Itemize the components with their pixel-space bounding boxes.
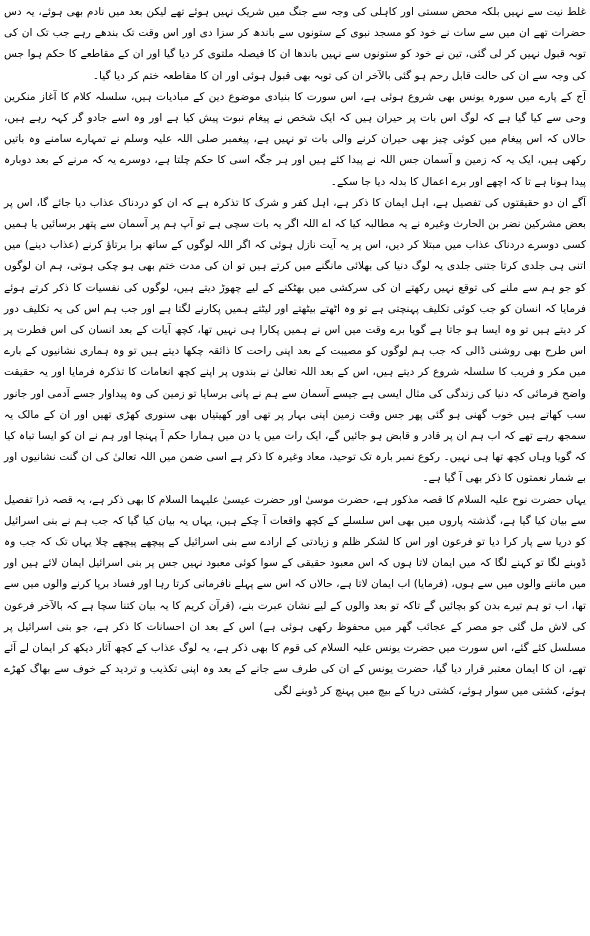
paragraph-4: یہاں حضرت نوح علیہ السلام کا قصہ مذکور ہے، حضرت موسیٰ اور حضرت عیسیٰ علیہما السلام کا بھی ذکر ہے، یہ قصہ ذرا تفصیل سے بیان کیا گیا ہے، گذشتہ پاروں میں بھی اس سلسلے کے کچھ واقعات آ چکے ہیں، یہاں یہ بیان کیا گیا کہ جب ہم نے بنی اسرائیل کو دریا سے پار کرا دیا تو فرعون اور اس کا لشکر ظلم و زیادتی کے ارادے سے بنی اسرائیل کے پیچھے پیچھے چلا یہاں تک کہ جب وہ ڈوبنے لگا تو کہنے لگا کہ میں ایمان لاتا ہوں کہ اس معبود حقیقی کے سوا کوئی معبود نہیں جس پر بنی اسرائیل ایمان لائے ہیں اور میں ماننے والوں میں سے ہوں، (فرمایا) اب ایمان لاتا ہے، حالاں کہ اس سے پہلے نافرمانی کرتا رہا اور فساد برپا کرنے والوں میں سے تھا، اب تو ہم تیرے بدن کو بچائیں گے تاکہ تو بعد والوں کے لیے نشان عبرت بنے، (قرآن کریم کا یہ بیان کتنا سچا ہے کہ بالآخر فرعون کی لاش مل گئی جو مصر کے عجائب گھر میں محفوظ رکھی ہوئی ہے) اس کے بعد ان احسانات کا ذکر ہے، جو بنی اسرائیل پر مسلسل کئے گئے، اس سورت میں حضرت یونس علیہ السلام کی قوم کا بھی ذکر ہے، یہ لوگ عذاب کے کچھ آثار دیکھ کر ایمان لے آئے تھے، ان کا ایمان معتبر قرار دیا گیا، حضرت یونس کے ان کی طرف سے جانے کے بعد وہ اپنی تکذیب و تردید کے خوف سے بھاگ کھڑے ہوئے، کشتی میں سوار ہوئے، کشتی دریا کے بیچ میں پہنچ کر ڈوبنے لگی: [4, 493, 586, 697]
paragraph-3: آگے ان دو حقیقتوں کی تفصیل ہے، اہل ایمان کا ذکر ہے، اہل کفر و شرک کا تذکرہ ہے کہ ان کو دردناک عذاب دیا جائے گا، اس پر بعض مشرکین نضر بن الحارث وغیرہ نے یہ مطالبہ کیا کہ اے اللہ اگر یہ بات سچی ہے تو آپ ہم پر آسمان سے پتھر برسائیں یا ہمیں کسی دوسرے دردناک عذاب میں مبتلا کر دیں، اس پر یہ آیت نازل ہوئی کہ اگر اللہ لوگوں کے ساتھ برا برتاؤ کرنے (عذاب دینے) میں اتنی ہی جلدی کرتا جتنی جلدی یہ لوگ دنیا کی بھلائی مانگنے میں کرتے ہیں تو ان کی مدت ختم بھی ہو چکی ہوتی، ہم ان لوگوں کو جو ہم سے ملنے کی توقع نہیں رکھتے ان کی سرکشی میں بھٹکنے کے لیے چھوڑ دیتے ہیں، لوگوں کی نفسیات کا ذکر کرتے ہوئے فرمایا کہ انسان کو جب کوئی تکلیف پہنچتی ہے تو وہ اٹھتے بیٹھتے اور لیٹتے ہمیں پکارنے لگتا ہے اور جب ہم اس کی یہ تکلیف دور کر دیتے ہیں تو وہ ایسا ہو جاتا ہے گویا برے وقت میں اس نے ہمیں پکارا ہی نہیں تھا، کچھ آیات کے بعد انسان کی اس فطرت پر اس طرح بھی روشنی ڈالی کہ جب ہم لوگوں کو مصیبت کے بعد اپنی راحت کا ذائقہ چکھا دیتے ہیں تو وہ ہماری نشانیوں کے بارے میں مکر و فریب کا سلسلہ شروع کر دیتے ہیں، اس کے بعد اللہ تعالیٰ نے بندوں پر اپنے کچھ انعامات کا تذکرہ فرمایا اور یہ حقیقت واضح فرمائی کہ دنیا کی زندگی کی مثال ایسی ہے جیسے آسمان سے ہم نے پانی برسایا تو زمین کی وہ پیداوار جسے آدمی اور جانور سب کھاتے ہیں خوب گھنی ہو گئی پھر جس وقت زمین اپنی بہار پر تھی اور کھیتیاں بھی سنوری کھڑی تھیں اور ان کے مالک یہ سمجھ رہے تھے کہ اب ہم ان پر قادر و قابض ہو جائیں گے، ایک رات میں یا دن میں ہمارا حکم آ پہنچا اور ہم نے ان کو ایسا تباہ کیا کہ گویا وہاں کچھ تھا ہی نہیں۔ رکوع نمبر بارہ تک توحید، معاد وغیرہ کا ذکر ہے اسی ضمن میں اللہ تعالیٰ کی ان گنت نشانیوں اور بے شمار نعمتوں کا ذکر بھی آ گیا ہے۔: [4, 196, 586, 485]
paragraph-2: آج کے پارے میں سورہ یونس بھی شروع ہوئی ہے، اس سورت کا بنیادی موضوع دین کے مبادیات ہیں، سلسلہ کلام کا آغاز منکرین وحی سے کیا گیا ہے کہ لوگ اس بات پر حیران ہیں کہ ایک شخص نے پیغام نبوت پیش کیا ہے اور وہ اسے جادو گر کہہ رہے ہیں، حالاں کہ اس پیغام میں کوئی چیز بھی حیران کرنے والی بات تو نہیں ہے، پیغمبر صلی اللہ علیہ وسلم نے تمہارے سامنے وہ باتیں رکھی ہیں، ایک یہ کہ زمین و آسمان جس اللہ نے پیدا کئے ہیں اور ہر جگہ اسی کا حکم چلتا ہے، دوسرے یہ کہ مرنے کے بعد دوبارہ پیدا ہونا ہے تا کہ اچھے اور برے اعمال کا بدلہ دیا جا سکے۔: [4, 90, 586, 188]
paragraph-1: غلط نیت سے نہیں بلکہ محض سستی اور کاہلی کی وجہ سے جنگ میں شریک نہیں ہوئے تھے لیکن بعد میں نادم بھی ہوئے، یہ دس حضرات تھے ان میں سے سات نے خود کو مسجد نبوی کے ستونوں سے باندھ کر سزا دی اور اس وقت تک بندھے رہے جب تک ان کی توبہ قبول نہیں کر لی گئی، تین نے خود کو ستونوں سے نہیں باندھا ان کا فیصلہ ملتوی کر دیا گیا اور ان کے مقاطعے کا حکم ہوا جس کی وجہ سے ان کی حالت قابل رحم ہو گئی بالآخر ان کی توبہ بھی قبول ہوئی اور ان کا مقاطعہ ختم کر دیا گیا۔: [4, 6, 586, 82]
article-body: [4, 2, 586, 702]
